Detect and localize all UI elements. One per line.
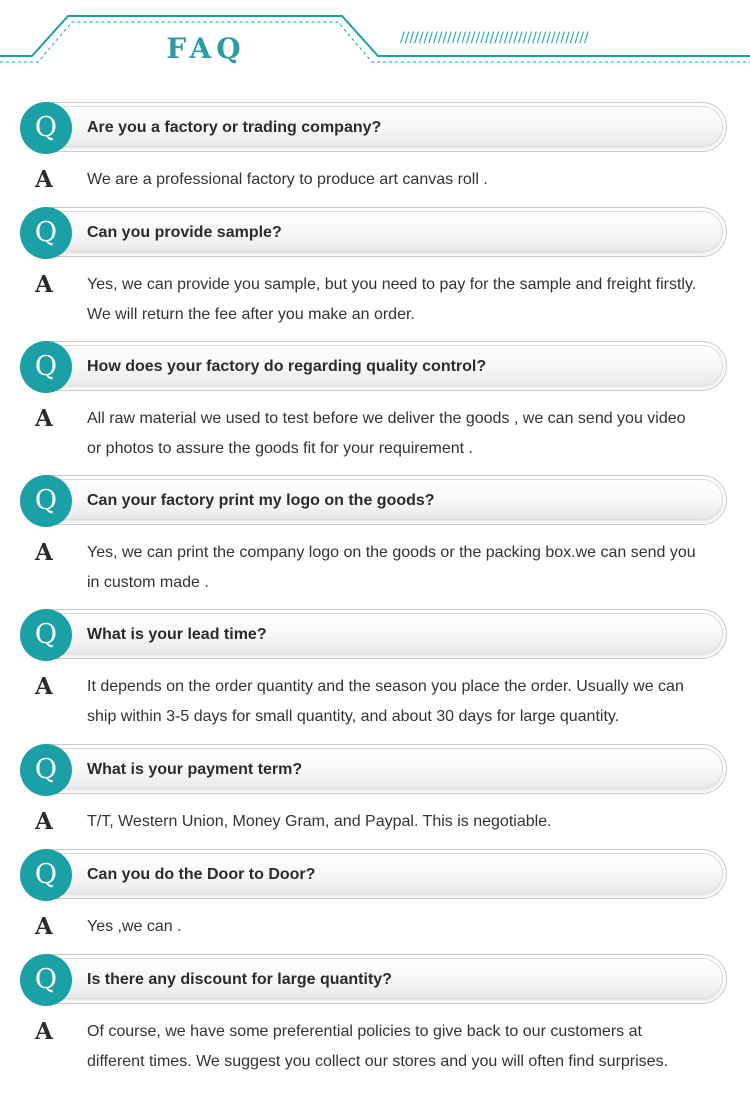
q-badge-icon: Q xyxy=(20,744,72,796)
a-marker: A xyxy=(35,1018,53,1045)
answer-text: It depends on the order quantity and the season you place the order. Usually we can ship within 3-5 days for small quantity, and about 30 days for large quantity. xyxy=(87,678,684,725)
faq-item xyxy=(0,340,750,457)
a-marker: A xyxy=(35,271,53,298)
answer-text: T/T, Western Union, Money Gram, and Paypal. This is negotiable. xyxy=(87,813,552,830)
question-text: Can your factory print my logo on the goods? xyxy=(87,492,435,509)
question-text: How does your factory do regarding quality control? xyxy=(87,358,487,375)
question-row xyxy=(0,101,750,155)
a-marker: A xyxy=(35,808,53,835)
question-row xyxy=(0,608,750,662)
a-marker: A xyxy=(35,405,53,432)
a-marker: A xyxy=(35,673,53,700)
q-badge-icon: Q xyxy=(20,609,72,661)
answer-text: We are a professional factory to produce art canvas roll . xyxy=(87,171,488,188)
q-badge-icon: Q xyxy=(20,102,72,154)
answer-text: Yes, we can provide you sample, but you need to pay for the sample and freight firstly. We will return the fee after you make an order. xyxy=(87,276,697,323)
question-text: What is your payment term? xyxy=(87,761,303,778)
header-slash-decoration: //////////////////////////////////////// xyxy=(400,30,589,46)
question-row xyxy=(0,474,750,528)
faq-item xyxy=(0,101,750,193)
faq-item xyxy=(0,206,750,323)
question-text: Is there any discount for large quantity? xyxy=(87,971,392,988)
answer-text: Yes ,we can . xyxy=(87,918,182,935)
question-row xyxy=(0,340,750,394)
page-title: FAQ xyxy=(166,32,246,65)
question-text: What is your lead time? xyxy=(87,626,267,643)
a-marker: A xyxy=(35,166,53,193)
q-badge-icon: Q xyxy=(20,475,72,527)
question-text: Are you a factory or trading company? xyxy=(87,119,382,136)
faq-item xyxy=(0,608,750,725)
question-row xyxy=(0,743,750,797)
faq-item xyxy=(0,848,750,940)
a-marker: A xyxy=(35,539,53,566)
a-marker: A xyxy=(35,913,53,940)
faq-item xyxy=(0,474,750,591)
answer-text: Of course, we have some preferential policies to give back to our customers at different times. We suggest you collect our stores and you will often find surprises. xyxy=(87,1023,669,1070)
question-text: Can you provide sample? xyxy=(87,224,282,241)
q-badge-icon: Q xyxy=(20,849,72,901)
q-badge-icon: Q xyxy=(20,207,72,259)
question-row xyxy=(0,953,750,1007)
question-row xyxy=(0,206,750,260)
question-row xyxy=(0,848,750,902)
answer-text: Yes, we can print the company logo on the goods or the packing box.we can send you in custom made . xyxy=(87,544,696,591)
faq-item xyxy=(0,953,750,1070)
q-badge-icon: Q xyxy=(20,341,72,393)
faq-item xyxy=(0,743,750,835)
answer-text: All raw material we used to test before we deliver the goods , we can send you video or photos to assure the goods fit for your requirement . xyxy=(87,410,686,457)
q-badge-icon: Q xyxy=(20,954,72,1006)
question-text: Can you do the Door to Door? xyxy=(87,866,316,883)
